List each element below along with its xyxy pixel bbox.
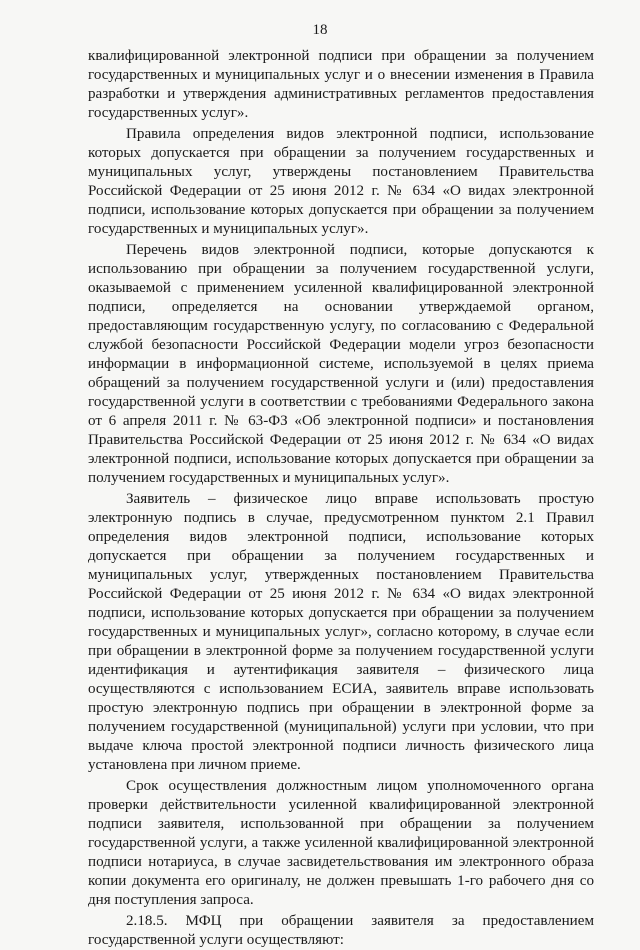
paragraph-signature-list: Перечень видов электронной подписи, которые допускаются к использованию при обращении за получением государственной услуги, оказываемой с применением усиленной квалифицированной электронной подписи, определяется на основании утверждаемой органом, предоставляющим государственную услугу, по согласованию с Федеральной службой безопасности Российской Федерации модели угроз безопасности информации в информационной системе, используемой в целях приема обращений за получением государственной услуги и (или) предоставления государственной услуги в соответствии с требованиями Федерального закона от 6 апреля 2011 г. № 63-ФЗ «Об электронной подписи» и постановления Правительства Российской Федерации от 25 июня 2012 г. № 634 «О видах электронной подписи, использование которых допускается при обращении за получением государственных и муниципальных услуг». [88,242,594,486]
paragraph-simple-signature: Заявитель – физическое лицо вправе использовать простую электронную подпись в случае, предусмотренном пунктом 2.1 Правил определения видов электронной подписи, использование которых допускается при обращении за получением государственных и муниципальных услуг, утвержденных постановлением Правительства Российской Федерации от 25 июня 2012 г. № 634 «О видах электронной подписи, использование которых допускается при обращении за получением государственных и муниципальных услуг», согласно которому, в случае если при обращении в электронной форме за получением государственной услуги идентификация и аутентификация заявителя – физического лица осуществляются с использованием ЕСИА, заявитель вправе использовать простую электронную подпись при обращении в электронной форме за получением государственной (муниципальной) услуги при условии, что при выдаче ключа простой электронной подписи личность физического лица установлена при личном приеме. [88,491,594,773]
paragraph-continuation: квалифицированной электронной подписи при обращении за получением государственных и муниципальных услуг и о внесении изменения в Правила разработки и утверждения административных регламентов предоставления государственных услуг». [88,48,594,121]
paragraph-verification-term: Срок осуществления должностным лицом уполномоченного органа проверки действительности усиленной квалифицированной электронной подписи заявителя, использованной при обращении за получением государственной услуги, а также усиленной квалифицированной электронной подписи нотариуса, в случае засвидетельствования им электронного образа копии документа его оригиналу, не должен превышать 1-го рабочего дня со дня поступления запроса. [88,778,594,908]
paragraph-mfc-section: 2.18.5. МФЦ при обращении заявителя за предоставлением государственной услуги осуществляют: [88,913,594,948]
document-body [88,47,594,950]
paragraph-signature-rules: Правила определения видов электронной подписи, использование которых допускается при обращении за получением государственных и муниципальных услуг, утверждены постановлением Правительства Российской Федерации от 25 июня 2012 г. № 634 «О видах электронной подписи, использование которых допускается при обращении за получением государственных и муниципальных услуг». [88,126,594,237]
page-number: 18 [312,22,328,38]
